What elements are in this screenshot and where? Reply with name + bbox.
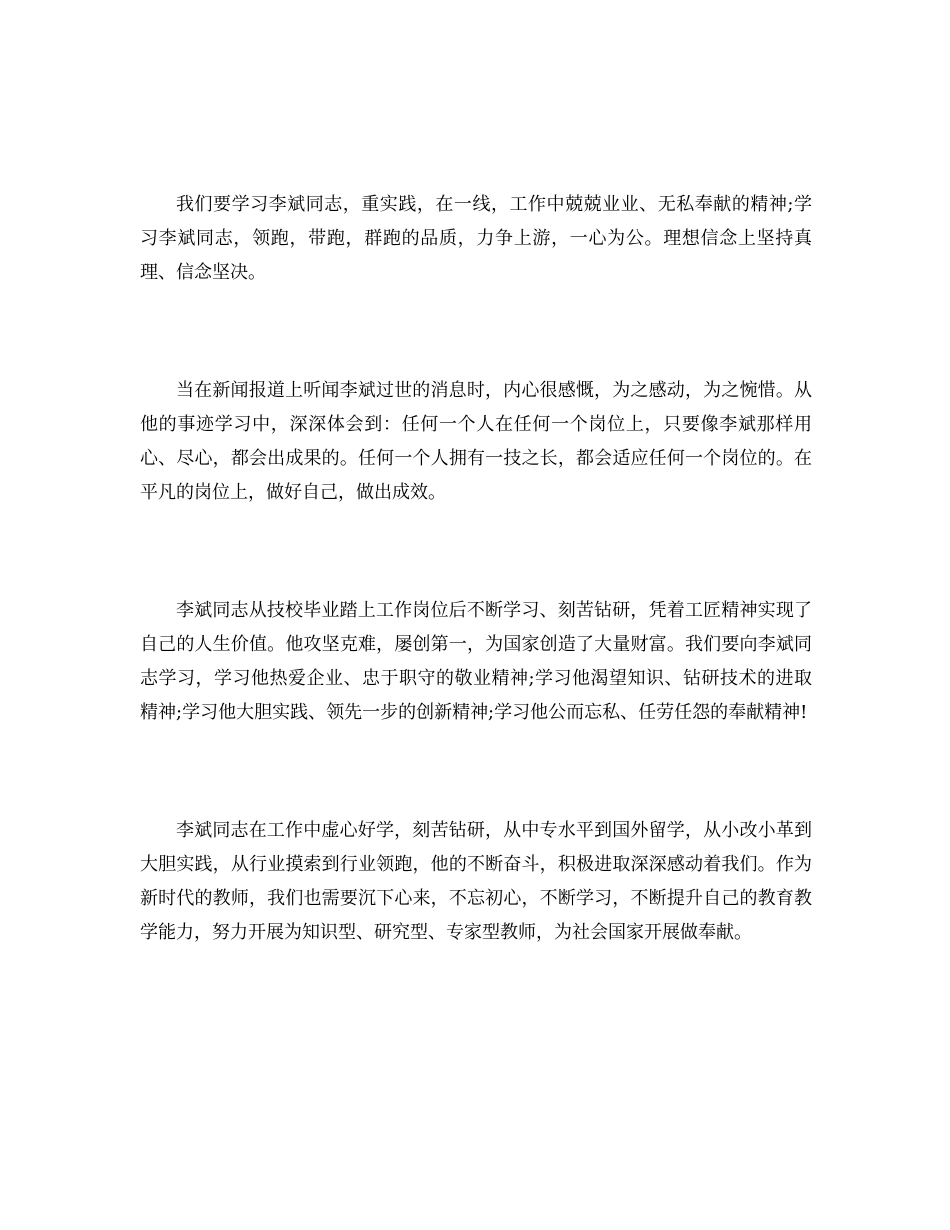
paragraph-4: 李斌同志在工作中虚心好学，刻苦钻研，从中专水平到国外留学，从小改小革到大胆实践，从行业摸索到行业领跑，他的不断奋斗，积极进取深深感动着我们。作为新时代的教师，我们也需要沉下心来，不忘初心，不断学习，不断提升自己的教育教学能力，努力开展为知识型、研究型、专家型教师，为社会国家开展做奉献。: [140, 820, 812, 943]
paragraph-3: 李斌同志从技校毕业踏上工作岗位后不断学习、刻苦钻研，凭着工匠精神实现了自己的人生价值。他攻坚克难，屡创第一，为国家创造了大量财富。我们要向李斌同志学习，学习他热爱企业、忠于职守的敬业精神;学习他渴望知识、钻研技术的进取精神;学习他大胆实践、领先一步的创新精神;学习他公而忘私、任劳任怨的奉献精神!: [140, 600, 812, 723]
paragraph-1: 我们要学习李斌同志，重实践，在一线，工作中兢兢业业、无私奉献的精神;学习李斌同志，领跑，带跑，群跑的品质，力争上游，一心为公。理想信念上坚持真理、信念坚决。: [140, 194, 812, 283]
paragraph-2: 当在新闻报道上听闻李斌过世的消息时，内心很感慨，为之感动，为之惋惜。从他的事迹学习中，深深体会到：任何一个人在任何一个岗位上，只要像李斌那样用心、尽心，都会出成果的。任何一个人拥有一技之长，都会适应任何一个岗位的。在平凡的岗位上，做好自己，做出成效。: [140, 380, 812, 503]
paragraph-spacer: [140, 510, 812, 594]
paragraph-spacer: [140, 730, 812, 814]
paragraph-spacer: [140, 290, 812, 374]
document-body: [140, 188, 812, 950]
